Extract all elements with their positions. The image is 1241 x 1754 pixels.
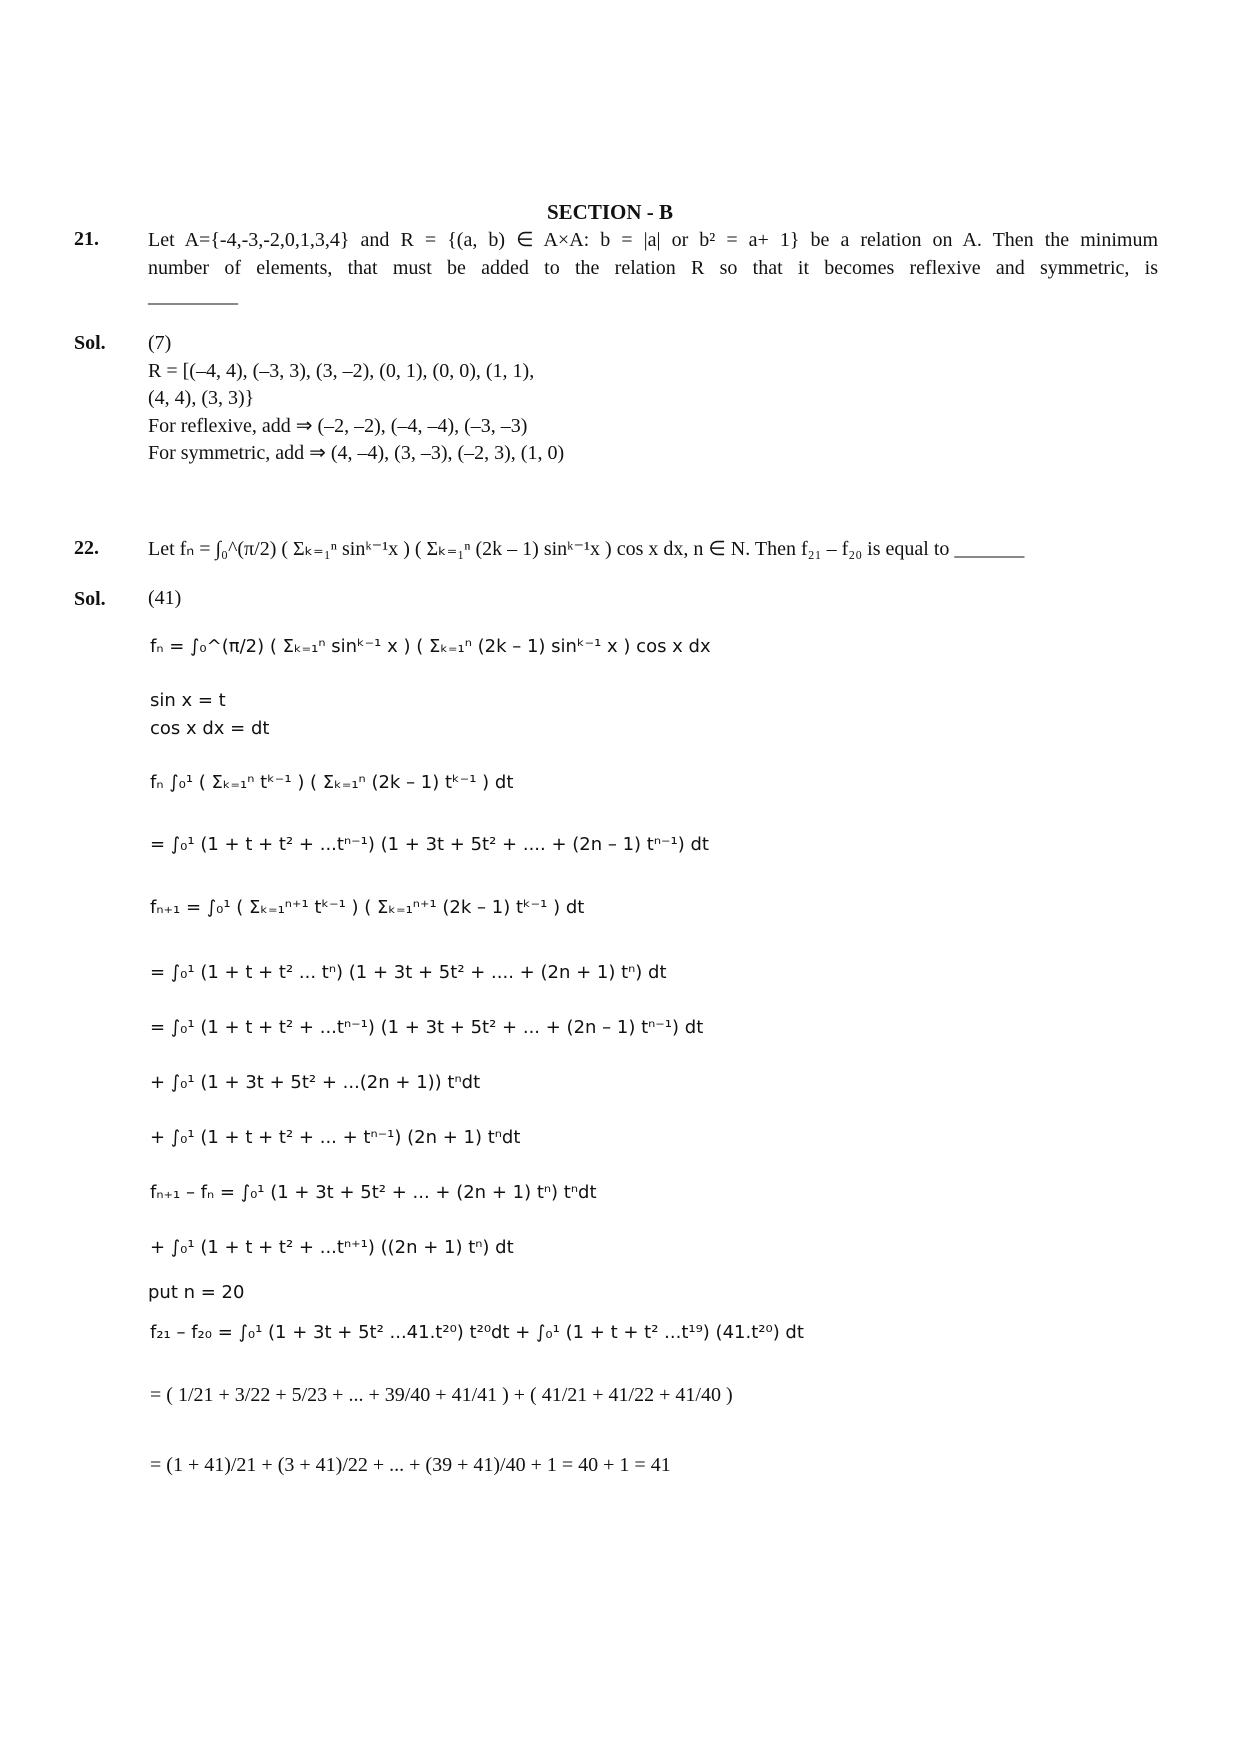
sol22-fn1-in-t: fₙ₊₁ = ∫₀¹ ( Σₖ₌₁ⁿ⁺¹ tᵏ⁻¹ ) ( Σₖ₌₁ⁿ⁺¹ (2k – 1) tᵏ⁻¹ ) dt bbox=[150, 897, 585, 918]
sol22-fn1-expanded: = ∫₀¹ (1 + t + t² ... tⁿ) (1 + 3t + 5t² + .... + (2n + 1) tⁿ) dt bbox=[150, 962, 667, 983]
question-number-22: 22. bbox=[74, 537, 99, 559]
question-22-text: Let fₙ = ∫₀^(π/2) ( Σₖ₌₁ⁿ sinᵏ⁻¹x ) ( Σₖ₌₁ⁿ (2k – 1) sinᵏ⁻¹x ) cos x dx, n ∈ N. Then f₂₁ – f₂₀ is equal to _______ bbox=[148, 538, 1025, 560]
sol22-difference-term-2: + ∫₀¹ (1 + t + t² + ...tⁿ⁺¹) ((2n + 1) tⁿ) dt bbox=[150, 1237, 514, 1258]
solution-21-reflexive: For reflexive, add ⇒ (–2, –2), (–4, –4), (–3, –3) bbox=[148, 414, 528, 437]
sol22-fraction-sum: = ( 1/21 + 3/22 + 5/23 + ... + 39/40 + 41/41 ) + ( 41/21 + 41/22 + 41/40 ) bbox=[150, 1384, 733, 1406]
sol22-split-term-2: + ∫₀¹ (1 + 3t + 5t² + ...(2n + 1)) tⁿdt bbox=[150, 1072, 481, 1093]
sol22-put-n: put n = 20 bbox=[148, 1282, 245, 1303]
sol22-substitution: sin x = t bbox=[150, 690, 226, 711]
sol22-fn-definition: fₙ = ∫₀^(π/2) ( Σₖ₌₁ⁿ sinᵏ⁻¹ x ) ( Σₖ₌₁ⁿ (2k – 1) sinᵏ⁻¹ x ) cos x dx bbox=[150, 636, 711, 657]
sol22-split-term-1: = ∫₀¹ (1 + t + t² + ...tⁿ⁻¹) (1 + 3t + 5t² + ... + (2n – 1) tⁿ⁻¹) dt bbox=[150, 1017, 704, 1038]
sol22-differential: cos x dx = dt bbox=[150, 718, 270, 739]
solution-label-22: Sol. bbox=[74, 588, 106, 610]
solution-21-relation-line-2: (4, 4), (3, 3)} bbox=[148, 387, 255, 409]
question-21-line-1: Let A={-4,-3,-2,0,1,3,4} and R = {(a, b) ∈ A×A: b = |a| or b² = a+ 1} be a relation on A. Then the minimum bbox=[148, 229, 1158, 251]
question-number-21: 21. bbox=[74, 228, 99, 250]
sol22-f21-minus-f20: f₂₁ – f₂₀ = ∫₀¹ (1 + 3t + 5t² ...41.t²⁰) t²⁰dt + ∫₀¹ (1 + t + t² ...t¹⁹) (41.t²⁰) dt bbox=[150, 1322, 804, 1343]
sol22-fn-in-t: fₙ ∫₀¹ ( Σₖ₌₁ⁿ tᵏ⁻¹ ) ( Σₖ₌₁ⁿ (2k – 1) tᵏ⁻¹ ) dt bbox=[150, 772, 514, 793]
question-21-line-2: number of elements, that must be added to the relation R so that it becomes reflexive and symmetric, is bbox=[148, 257, 1158, 279]
solution-21-body bbox=[148, 330, 564, 468]
sol22-final-result: = (1 + 41)/21 + (3 + 41)/22 + ... + (39 + 41)/40 + 1 = 40 + 1 = 41 bbox=[150, 1454, 671, 1476]
solution-21-answer: (7) bbox=[148, 332, 172, 354]
solution-21-symmetric: For symmetric, add ⇒ (4, –4), (3, –3), (–2, 3), (1, 0) bbox=[148, 442, 565, 464]
question-21-blank: _________ bbox=[148, 285, 238, 307]
solution-21-relation-line-1: R = [(–4, 4), (–3, 3), (3, –2), (0, 1), (0, 0), (1, 1), bbox=[148, 359, 535, 382]
solution-22-answer: (41) bbox=[148, 587, 182, 609]
question-21-text bbox=[148, 226, 1158, 310]
solution-label-21: Sol. bbox=[74, 332, 106, 354]
sol22-fn-expanded: = ∫₀¹ (1 + t + t² + ...tⁿ⁻¹) (1 + 3t + 5t² + .... + (2n – 1) tⁿ⁻¹) dt bbox=[150, 834, 709, 855]
sol22-difference: fₙ₊₁ – fₙ = ∫₀¹ (1 + 3t + 5t² + ... + (2n + 1) tⁿ) tⁿdt bbox=[150, 1182, 597, 1203]
section-title: SECTION - B bbox=[547, 200, 674, 224]
sol22-split-term-3: + ∫₀¹ (1 + t + t² + ... + tⁿ⁻¹) (2n + 1) tⁿdt bbox=[150, 1127, 521, 1148]
